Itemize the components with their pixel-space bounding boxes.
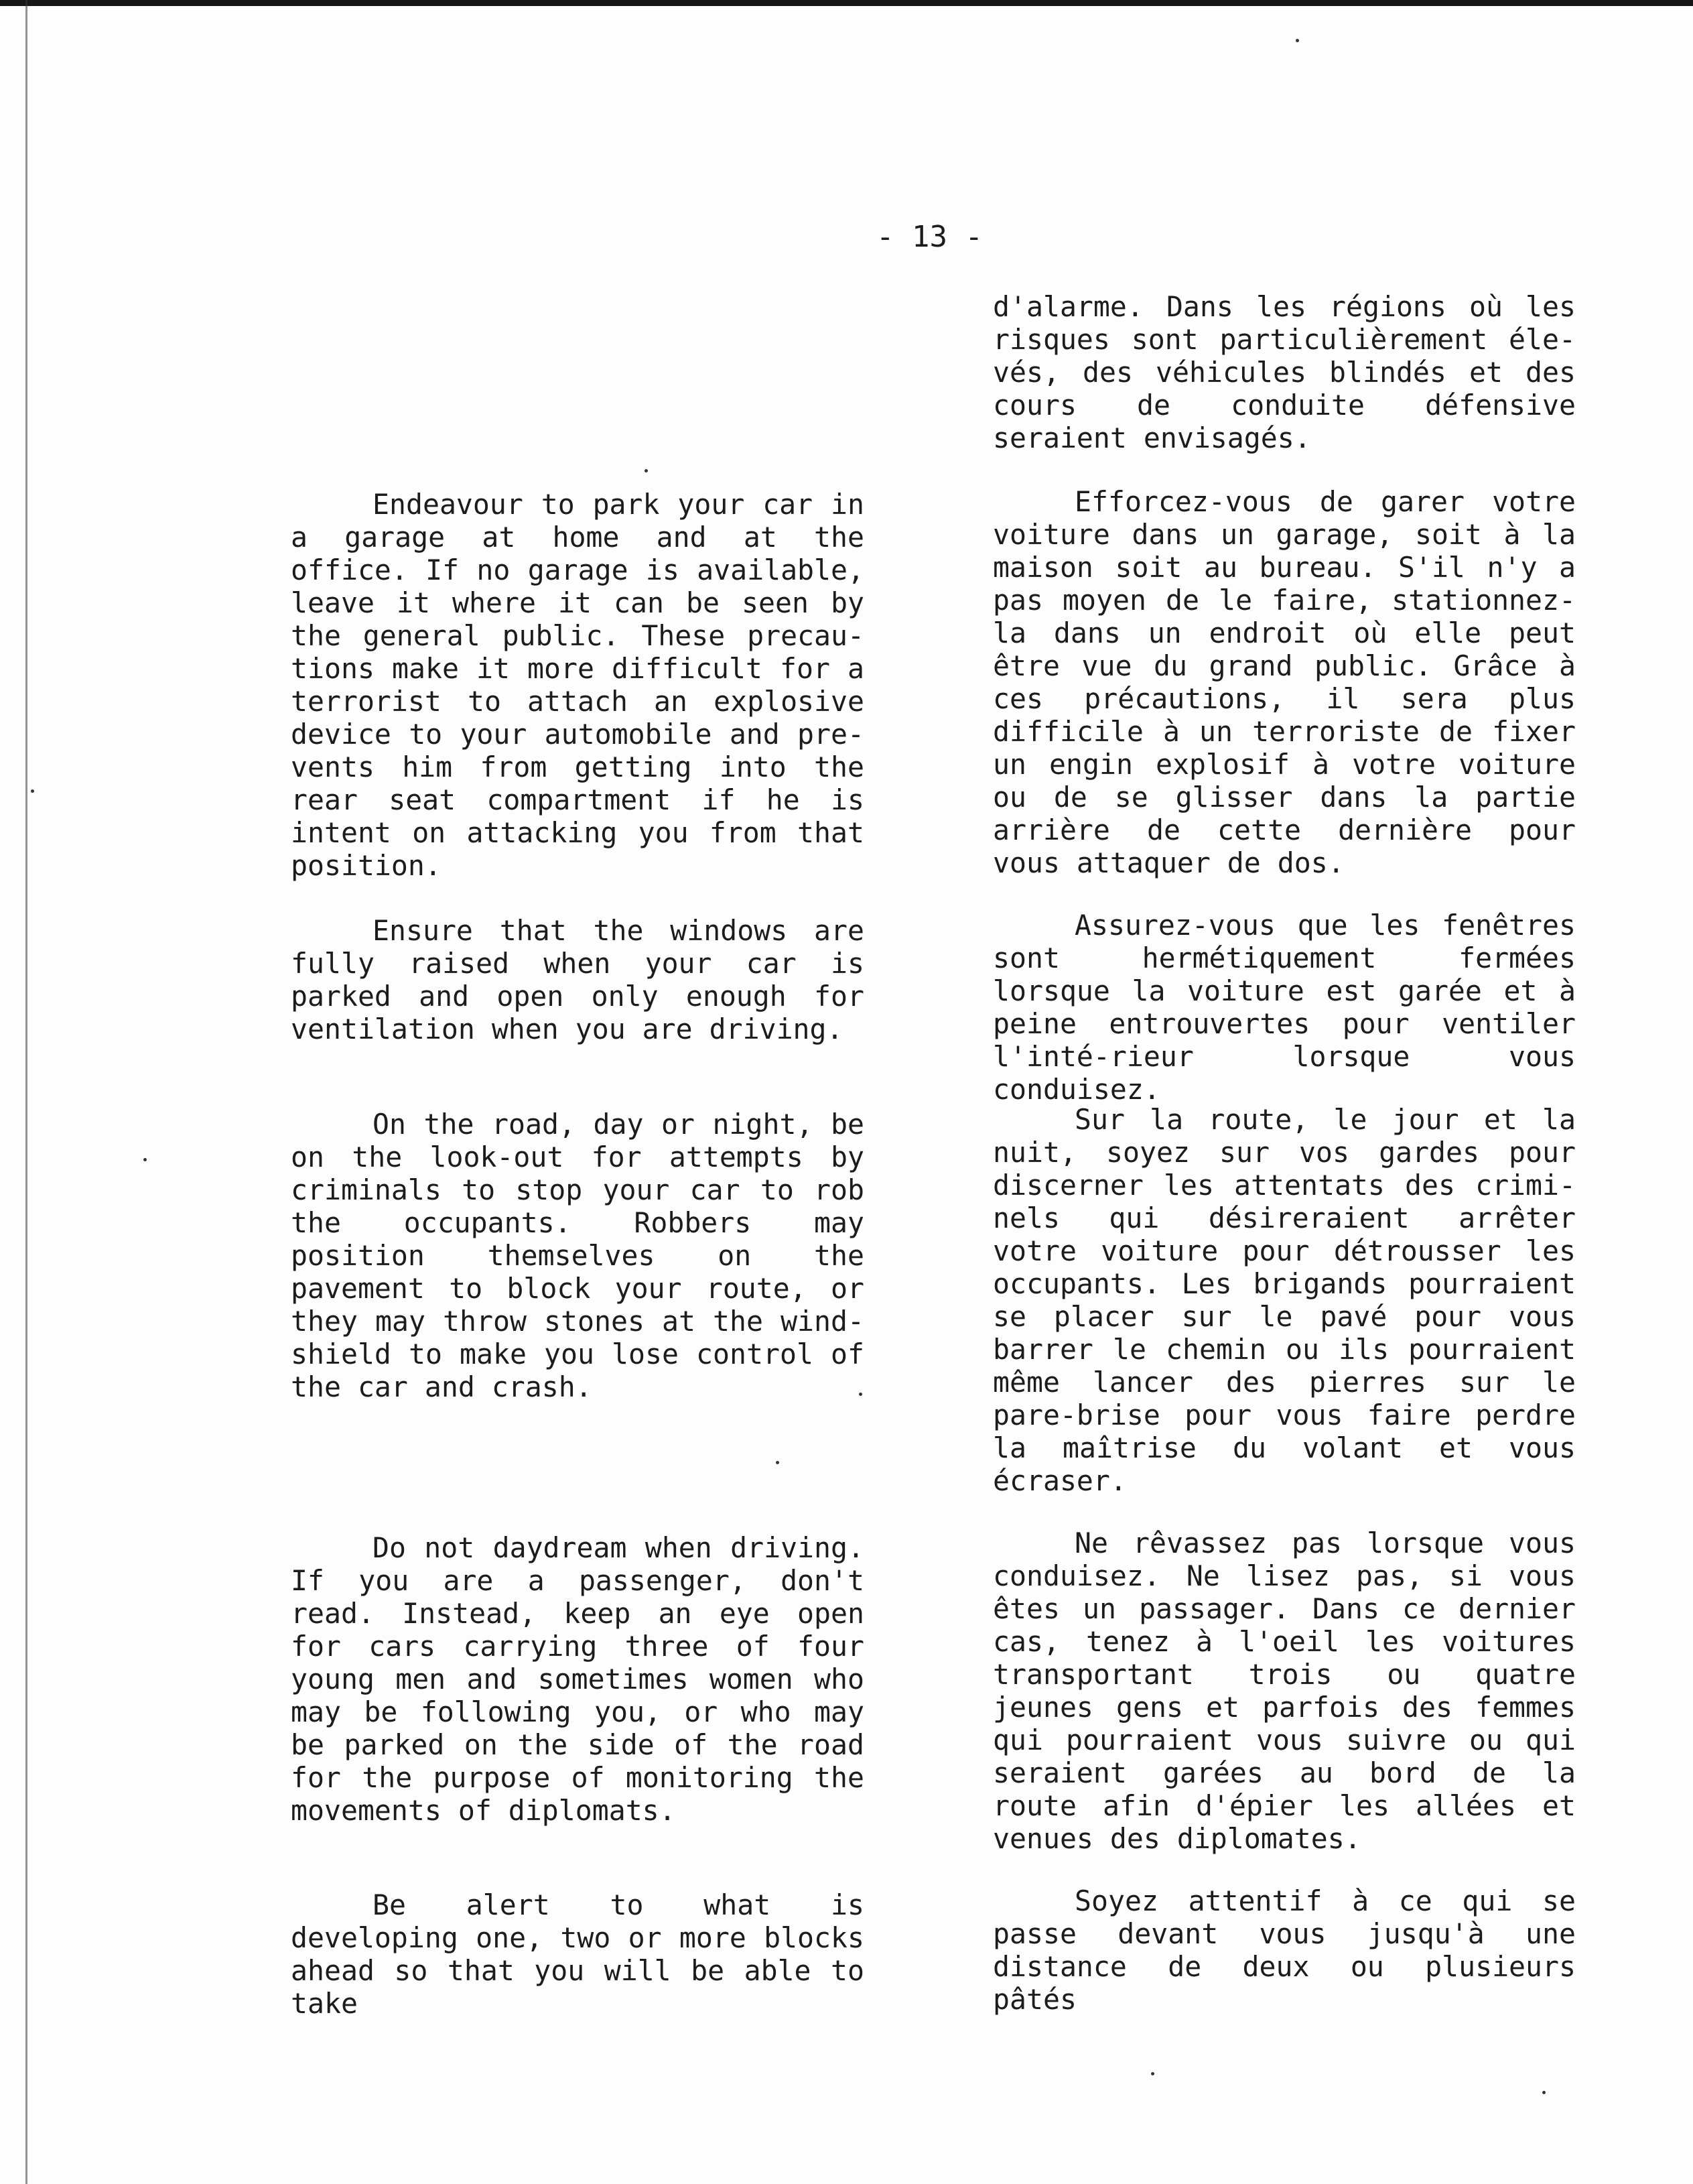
scan-speck — [1151, 2072, 1154, 2075]
english-paragraph-parking: Endeavour to park your car in a garage at home and at the office. If no garage is available, leave it where it can be seen by the general public. These precau-tions make it more difficult for a terrorist to attach an explosive device to your automobile and pre-vents him from getting into the rear seat compartment if he is intent on attacking you from that position. — [291, 488, 864, 882]
french-paragraph-attentif: Soyez attentif à ce qui se passe devant vous jusqu'à une distance de deux ou plusieurs pâtés — [993, 1884, 1576, 2016]
scan-speck — [776, 1461, 779, 1464]
french-paragraph-route: Sur la route, le jour et la nuit, soyez sur vos gardes pour discerner les attentats des crimi-nels qui désireraient arrêter votre voiture pour détrousser les occupants. Les brigands pourraient se placer sur le pavé pour vous barrer le chemin ou ils pourraient même lancer des pierres sur le pare-brise pour vous faire perdre la maîtrise du volant et vous écraser. — [993, 1103, 1576, 1497]
english-paragraph-daydream: Do not daydream when driving. If you are a passenger, don't read. Instead, keep an eye open for cars carrying three of four young men and sometimes women who may be following you, or who may be parked on the side of the road for the purpose of monitoring the movements of diplomats. — [291, 1531, 864, 1827]
french-paragraph-revassez: Ne rêvassez pas lorsque vous conduisez. Ne lisez pas, si vous êtes un passager. Dans ce dernier cas, tenez à l'oeil les voitures transportant trois ou quatre jeunes gens et parfois des femmes qui pourraient vous suivre ou qui seraient garées au bord de la route afin d'épier les allées et venues des diplomates. — [993, 1527, 1576, 1855]
french-paragraph-fenetres: Assurez-vous que les fenêtres sont hermétiquement fermées lorsque la voiture est garée et à peine entrouvertes pour ventiler l'inté-rieur lorsque vous conduisez. — [993, 909, 1576, 1106]
scan-speck — [31, 789, 34, 793]
english-paragraph-alert: Be alert to what is developing one, two or more blocks ahead so that you will be able to take — [291, 1888, 864, 2020]
page-number: - 13 - — [876, 220, 983, 254]
scan-top-border — [0, 0, 1693, 6]
french-paragraph-alarm: d'alarme. Dans les régions où les risques sont particulièrement éle-vés, des véhicules blindés et des cours de conduite défensive seraient envisagés. — [993, 290, 1576, 454]
scan-speck — [1542, 2091, 1546, 2094]
scan-left-edge — [25, 0, 27, 2184]
scan-speck — [645, 469, 648, 472]
english-paragraph-windows: Ensure that the windows are fully raised when your car is parked and open only enough for ventilation when you are driving. — [291, 914, 864, 1045]
scan-speck — [1296, 39, 1299, 42]
french-paragraph-garer: Efforcez-vous de garer votre voiture dans un garage, soit à la maison soit au bureau. S'il n'y a pas moyen de le faire, stationnez-la dans un endroit où elle peut être vue du grand public. Grâce à ces précautions, il sera plus difficile à un terroriste de fixer un engin explosif à votre voiture ou de se glisser dans la partie arrière de cette dernière pour vous attaquer de dos. — [993, 485, 1576, 879]
scan-speck — [859, 1393, 862, 1396]
english-paragraph-road: On the road, day or night, be on the look-out for attempts by criminals to stop your car to rob the occupants. Robbers may position themselves on the pavement to block your route, or they may throw stones at the wind-shield to make you lose control of the car and crash. — [291, 1108, 864, 1403]
scan-speck — [143, 1158, 147, 1161]
